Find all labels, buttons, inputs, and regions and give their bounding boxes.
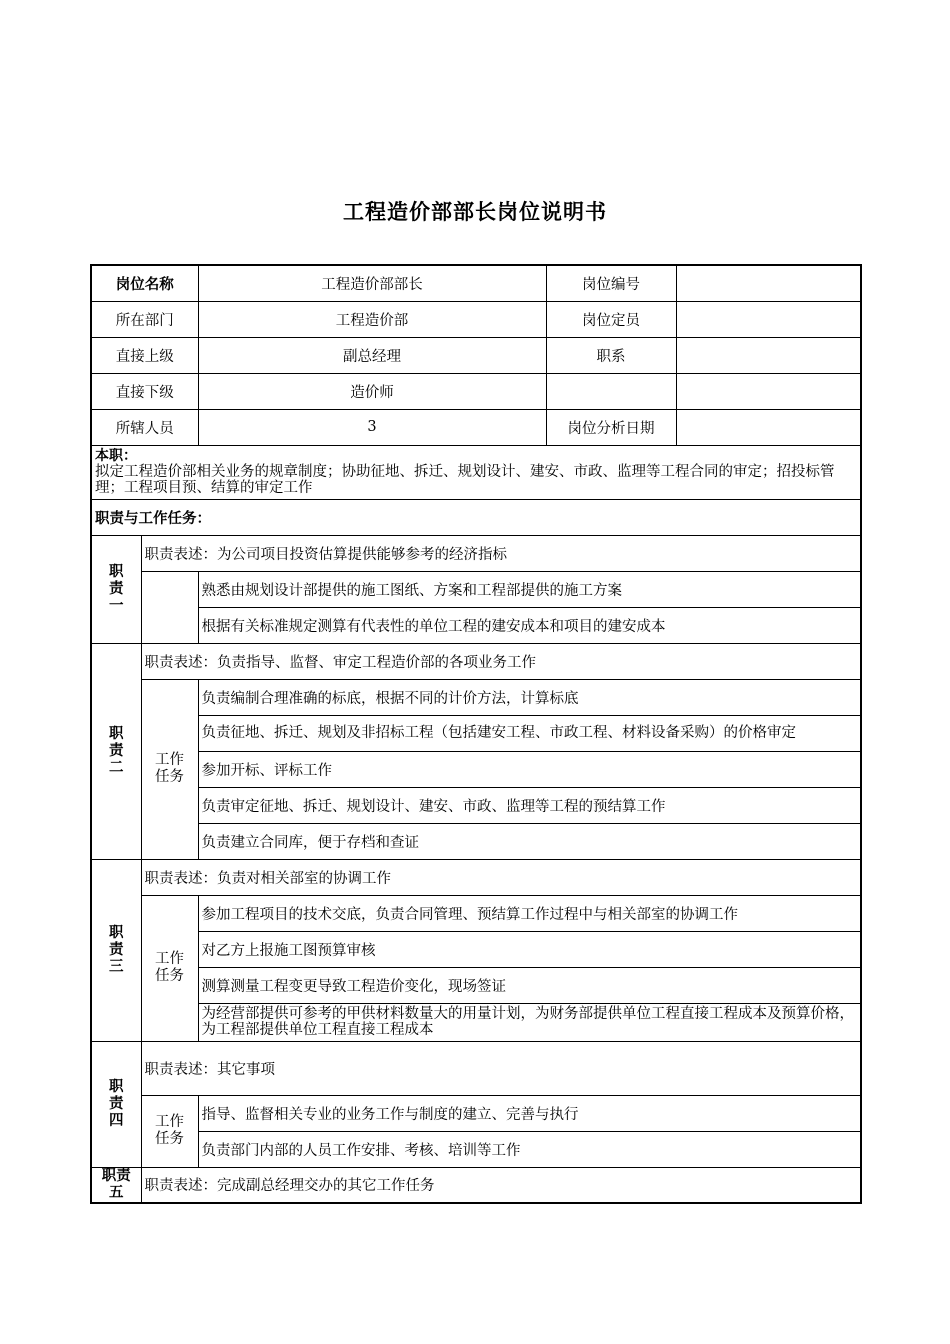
duty-1-statement: 职责表述：为公司项目投资估算提供能够参考的经济指标 [141, 535, 861, 571]
duty-1-task-1: 熟悉由规划设计部提供的施工图纸、方案和工程部提供的施工方案 [198, 571, 861, 607]
duty-1-task-2: 根据有关标准规定测算有代表性的单位工程的建安成本和项目的建安成本 [198, 607, 861, 643]
info-row-staff [91, 409, 861, 445]
duty-3-task-row [91, 1003, 861, 1041]
page-title: 工程造价部部长岗位说明书 [343, 200, 607, 224]
main-duty-label: 本职： [95, 447, 137, 464]
duty-4-task-row [91, 1095, 861, 1131]
position-code-label: 岗位编号 [546, 265, 676, 301]
info-row-superior [91, 337, 861, 373]
duty-2-task-3: 参加开标、评标工作 [198, 751, 861, 787]
duty-2-task-2: 负责征地、拆迁、规划及非招标工程（包括建安工程、市政工程、材料设备采购）的价格审定 [198, 715, 861, 751]
headcount-value [676, 301, 861, 337]
duty-4-statement-row [91, 1041, 861, 1095]
empty-cell [676, 373, 861, 409]
main-duty-row [91, 445, 861, 499]
duty-1-statement-row [91, 535, 861, 571]
duty-3-task-2: 对乙方上报施工图预算审核 [198, 931, 861, 967]
duty-2-label: 职 责 二 [91, 643, 141, 859]
duty-4-task-1: 指导、监督相关专业的业务工作与制度的建立、完善与执行 [198, 1095, 861, 1131]
staff-label: 所辖人员 [91, 409, 198, 445]
job-family-label: 职系 [546, 337, 676, 373]
info-row-subordinate [91, 373, 861, 409]
duty-5-statement: 职责表述：完成副总经理交办的其它工作任务 [141, 1167, 861, 1203]
duty-2-task-row [91, 679, 861, 715]
empty-cell [546, 373, 676, 409]
duty-2-task-4: 负责审定征地、拆迁、规划设计、建安、市政、监理等工程的预结算工作 [198, 787, 861, 823]
duty-3-task-4: 为经营部提供可参考的甲供材料数量大的用量计划，为财务部提供单位工程直接工程成本及预算价格，为工程部提供单位工程直接工程成本 [198, 1003, 861, 1041]
duty-3-statement-row [91, 859, 861, 895]
staff-value: 3 [198, 409, 546, 445]
duty-2-task-1: 负责编制合理准确的标底，根据不同的计价方法，计算标底 [198, 679, 861, 715]
duty-5-label: 职责 五 [91, 1167, 141, 1203]
duty-1-label: 职 责 一 [91, 535, 141, 643]
job-family-value [676, 337, 861, 373]
duty-4-label: 职 责 四 [91, 1041, 141, 1167]
duty-2-statement: 职责表述：负责指导、监督、审定工程造价部的各项业务工作 [141, 643, 861, 679]
duty-3-task-row [91, 967, 861, 1003]
headcount-label: 岗位定员 [546, 301, 676, 337]
duty-1-task-row [91, 571, 861, 607]
position-name-label: 岗位名称 [91, 265, 198, 301]
main-duty-text: 拟定工程造价部相关业务的规章制度；协助征地、拆迁、规划设计、建安、市政、监理等工程合同的审定；招投标管理；工程项目预、结算的审定工作 [95, 463, 835, 496]
duty-3-task-3: 测算测量工程变更导致工程造价变化，现场签证 [198, 967, 861, 1003]
duty-1-work-label [141, 571, 198, 643]
duty-3-task-row [91, 931, 861, 967]
duty-2-task-row [91, 715, 861, 751]
duty-4-work-label: 工作 任务 [141, 1095, 198, 1167]
duty-2-task-row [91, 751, 861, 787]
duty-2-work-label: 工作 任务 [141, 679, 198, 859]
department-value: 工程造价部 [198, 301, 546, 337]
subordinate-label: 直接下级 [91, 373, 198, 409]
subordinate-value: 造价师 [198, 373, 546, 409]
job-description-table [90, 264, 862, 1204]
duties-header-row [91, 499, 861, 535]
info-row-position [91, 265, 861, 301]
department-label: 所在部门 [91, 301, 198, 337]
duty-3-work-label: 工作 任务 [141, 895, 198, 1041]
main-duty-cell [91, 445, 861, 499]
duty-2-task-row [91, 823, 861, 859]
duty-4-task-row [91, 1131, 861, 1167]
analysis-date-label: 岗位分析日期 [546, 409, 676, 445]
superior-value: 副总经理 [198, 337, 546, 373]
duty-2-task-5: 负责建立合同库，便于存档和查证 [198, 823, 861, 859]
duty-4-statement: 职责表述：其它事项 [141, 1041, 861, 1095]
duty-2-statement-row [91, 643, 861, 679]
duty-3-task-row [91, 895, 861, 931]
position-code-value [676, 265, 861, 301]
duty-3-label: 职 责 三 [91, 859, 141, 1041]
duty-5-row [91, 1167, 861, 1203]
duty-3-task-1: 参加工程项目的技术交底，负责合同管理、预结算工作过程中与相关部室的协调工作 [198, 895, 861, 931]
superior-label: 直接上级 [91, 337, 198, 373]
analysis-date-value [676, 409, 861, 445]
info-row-department [91, 301, 861, 337]
duty-2-task-row [91, 787, 861, 823]
position-name-value: 工程造价部部长 [198, 265, 546, 301]
duty-3-statement: 职责表述：负责对相关部室的协调工作 [141, 859, 861, 895]
duties-label: 职责与工作任务： [91, 499, 861, 535]
duty-1-task-row [91, 607, 861, 643]
duty-4-task-2: 负责部门内部的人员工作安排、考核、培训等工作 [198, 1131, 861, 1167]
